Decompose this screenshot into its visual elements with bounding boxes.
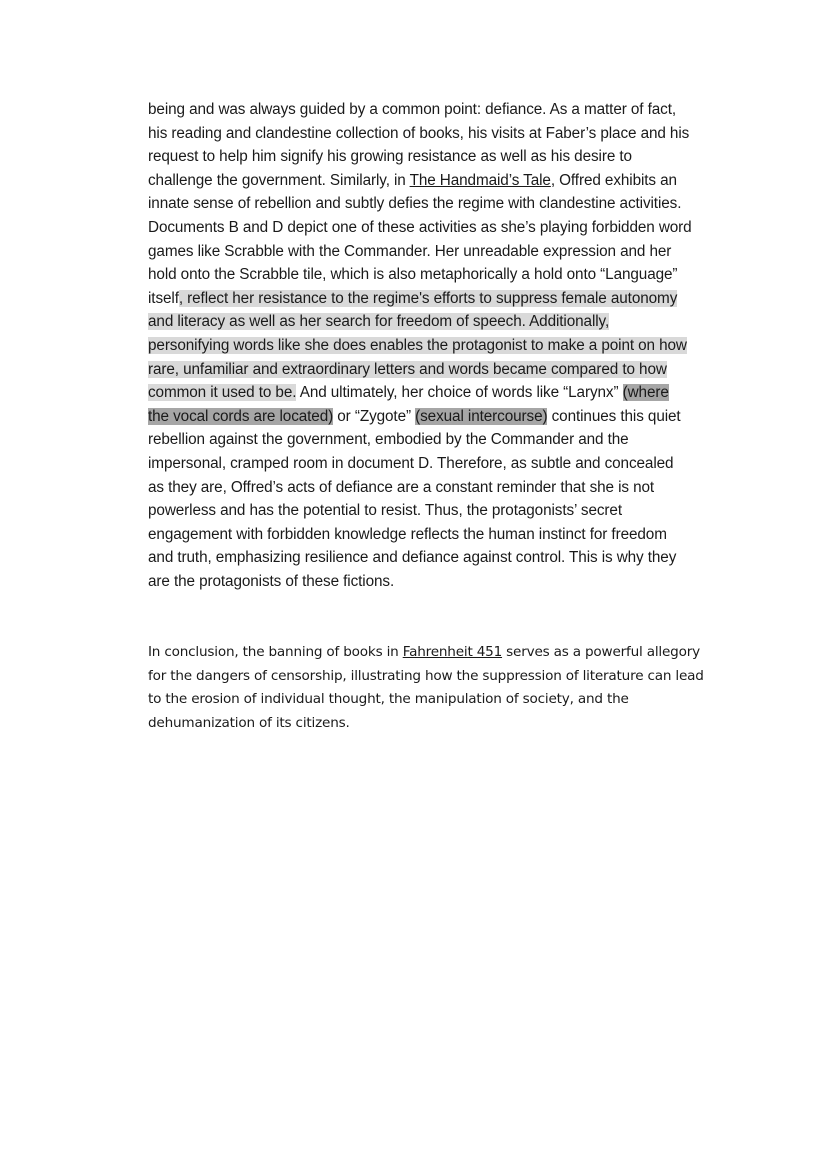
text-line (148, 169, 748, 193)
text-line (148, 263, 748, 287)
text-line (148, 381, 748, 405)
text-segment: his reading and clandestine collection of books, his visits at Faber’s place and his (148, 124, 690, 142)
text-line (148, 712, 748, 736)
text-segment: being and was always guided by a common point: defiance. As a matter of fact, (148, 101, 676, 118)
text-line (148, 192, 748, 216)
text-line (148, 310, 748, 334)
text-line (148, 476, 748, 500)
text-line (148, 98, 748, 122)
underlined-title: The Handmaid’s Tale (409, 171, 551, 189)
text-line (148, 287, 748, 311)
text-line (148, 405, 748, 429)
body-paragraph (148, 98, 748, 593)
text-segment: In conclusion, the banning of books in (148, 644, 403, 660)
text-segment: for the dangers of censorship, illustrating how the suppression of literature can lead (148, 667, 704, 684)
text-segment: are the protagonists of these fictions. (148, 572, 395, 590)
highlighted-text: , reflect her resistance to the regime's efforts to suppress female autonomy (178, 289, 678, 307)
highlighted-text: and literacy as well as her search for freedom of speech. Additionally, (148, 313, 610, 331)
text-segment: , Offred exhibits an (550, 171, 677, 189)
text-line (148, 428, 748, 452)
text-segment: impersonal, cramped room in document D. Therefore, as subtle and concealed (148, 454, 674, 472)
text-segment: engagement with forbidden knowledge reflects the human instinct for freedom (148, 525, 667, 543)
text-segment: itself (148, 289, 179, 307)
text-segment: dehumanization of its citizens. (148, 714, 350, 731)
text-segment: continues this quiet (547, 407, 681, 425)
text-line (148, 145, 748, 169)
text-segment: innate sense of rebellion and subtly defies the regime with clandestine activities. (148, 195, 682, 213)
highlighted-text: (where (622, 384, 669, 402)
underlined-title: Fahrenheit 451 (402, 644, 503, 660)
text-line (148, 358, 748, 382)
text-line (148, 240, 748, 264)
text-segment: or “Zygote” (333, 407, 416, 425)
text-line (148, 523, 748, 547)
text-line (148, 665, 748, 689)
text-segment: and truth, emphasizing resilience and defiance against control. This is why they (148, 549, 677, 567)
text-segment: And ultimately, her choice of words like “Larynx” (296, 384, 623, 402)
highlighted-text: the vocal cords are located) (148, 407, 334, 425)
text-segment: rebellion against the government, embodied by the Commander and the (148, 431, 629, 449)
text-line (148, 546, 748, 570)
text-line (148, 688, 748, 712)
text-line (148, 216, 748, 240)
text-segment: powerless and has the potential to resist. Thus, the protagonists’ secret (148, 502, 622, 520)
text-segment: serves as a powerful allegory (502, 644, 700, 660)
text-line (148, 452, 748, 476)
text-segment: as they are, Offred’s acts of defiance are a constant reminder that she is not (148, 478, 655, 496)
text-line (148, 122, 748, 146)
highlighted-text: personifying words like she does enables the protagonist to make a point on how (148, 336, 687, 354)
conclusion-paragraph (148, 641, 748, 735)
text-line (148, 334, 748, 358)
text-line (148, 499, 748, 523)
text-line (148, 570, 748, 594)
text-segment: games like Scrabble with the Commander. Her unreadable expression and her (148, 242, 672, 260)
text-segment: hold onto the Scrabble tile, which is also metaphorically a hold onto “Language” (148, 266, 678, 284)
text-segment: Documents B and D depict one of these activities as she’s playing forbidden word (148, 218, 692, 236)
highlighted-text: (sexual intercourse) (415, 407, 548, 425)
highlighted-text: rare, unfamiliar and extraordinary letters and words became compared to how (148, 360, 667, 378)
text-segment: request to help him signify his growing resistance as well as his desire to (148, 148, 632, 166)
text-segment: challenge the government. Similarly, in (148, 171, 410, 189)
text-line (148, 641, 748, 665)
text-segment: to the erosion of individual thought, the manipulation of society, and the (148, 691, 629, 708)
highlighted-text: common it used to be. (148, 384, 297, 402)
